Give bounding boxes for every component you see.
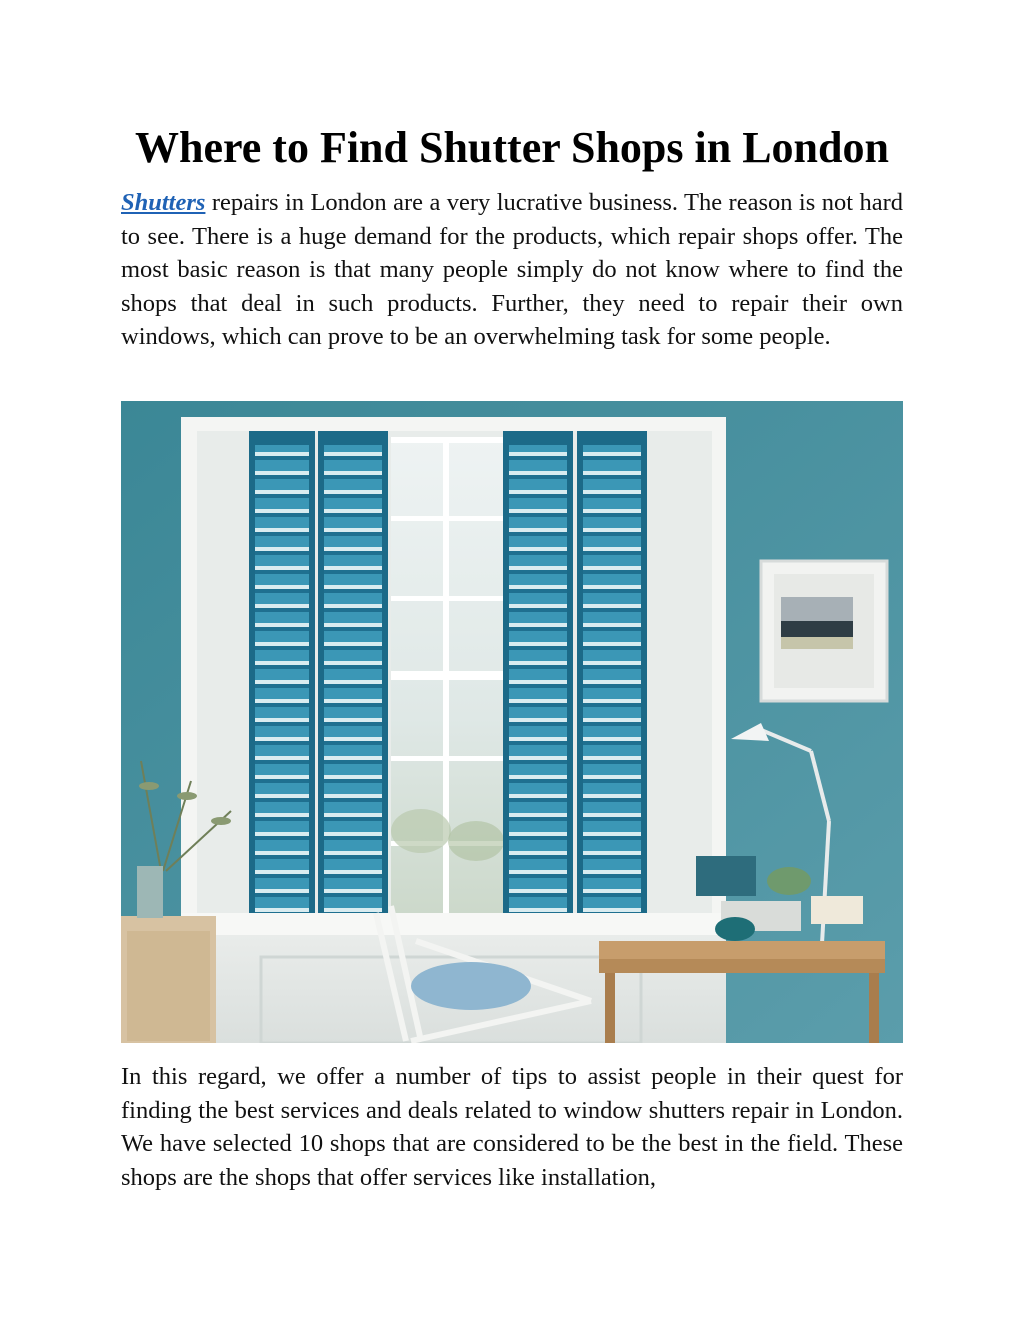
shutters-room-photo bbox=[121, 401, 903, 1043]
intro-paragraph bbox=[121, 186, 903, 354]
body-paragraph: In this regard, we offer a number of tips to assist people in their quest for finding the best services and deals related to window shutters repair in London. We have selected 10 shops that are considered to be the best in the field. These shops are the shops that offer services like installation, bbox=[121, 1063, 903, 1191]
intro-text: repairs in London are a very lucrative business. The reason is not hard to see. There is a huge demand for the products, which repair shops offer. The most basic reason is that many people simply do not know where to find the shops that deal in such products. Further, they need to repair their own windows, which can prove to be an overwhelming task for some people. bbox=[121, 189, 903, 350]
page-title: Where to Find Shutter Shops in London bbox=[135, 123, 889, 172]
shutters-link[interactable]: Shutters bbox=[121, 189, 206, 216]
